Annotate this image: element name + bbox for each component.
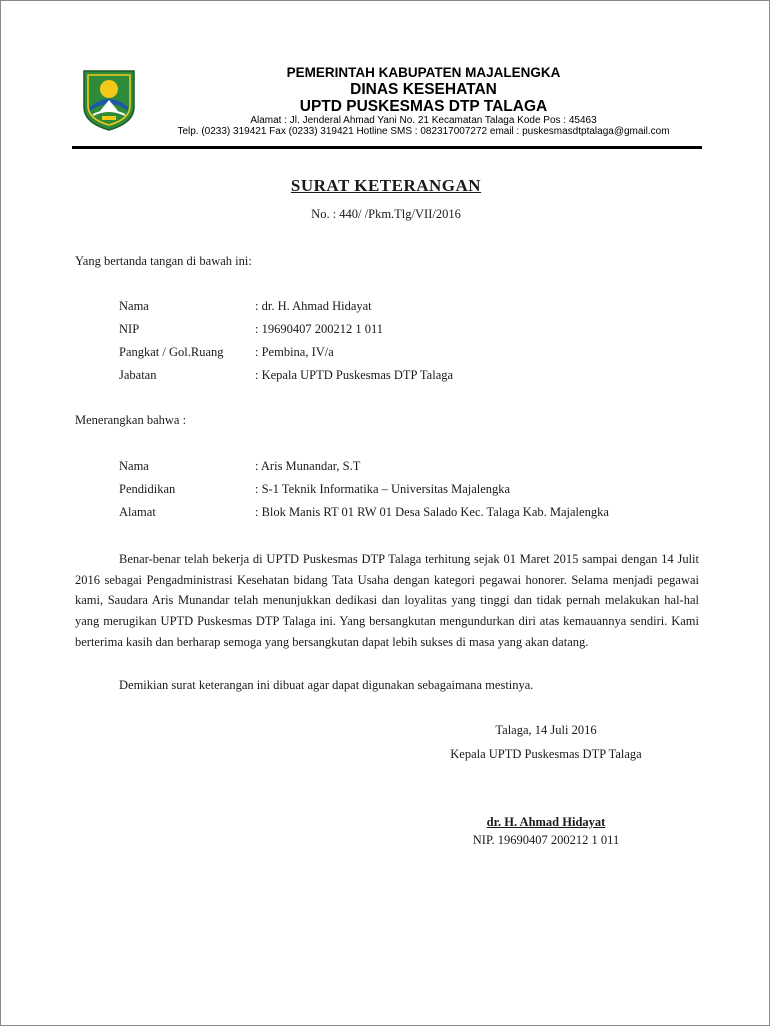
field-value: : Aris Munandar, S.T: [255, 459, 361, 473]
field-value: : Kepala UPTD Puskesmas DTP Talaga: [255, 368, 454, 382]
field-label: Nama: [119, 459, 149, 473]
letterhead-department: DINAS KESEHATAN: [350, 81, 497, 98]
field-label: Pendidikan: [119, 482, 176, 496]
field-label: NIP: [119, 322, 140, 336]
field-label: Nama: [119, 299, 149, 313]
letterhead-address: Alamat : Jl. Jenderal Ahmad Yani No. 21 Kecamatan Talaga Kode Pos : 45463: [250, 115, 597, 126]
signature-name: dr. H. Ahmad Hidayat: [486, 815, 606, 829]
field-value: : Blok Manis RT 01 RW 01 Desa Salado Kec. Talaga Kab. Majalengka: [255, 505, 609, 519]
signature-nip: NIP. 19690407 200212 1 011: [472, 833, 620, 847]
opening-statement: Yang bertanda tangan di bawah ini:: [75, 254, 252, 268]
letter-number: No. : 440/ /Pkm.Tlg/VII/2016: [311, 207, 461, 221]
field-value: : S-1 Teknik Informatika – Universitas Majalengka: [255, 482, 511, 496]
field-label: Jabatan: [119, 368, 157, 382]
field-value: : 19690407 200212 1 011: [255, 322, 384, 336]
declaring-statement: Menerangkan bahwa :: [75, 413, 187, 427]
letter-body-paragraph: Benar-benar telah bekerja di UPTD Puskesmas DTP Talaga terhitung sejak 01 Maret 2015 sampai dengan 14 Julit 2016 sebagai Pengadministrasi Kesehatan bidang Tata Usaha dengan kategori pegawai honorer. Selama menjadi pegawai kami, Saudara Aris Munandar telah menunjukkan dedikasi dan loyalitas yang tinggi dan tidak pernah melakukan hal-hal yang merugikan UPTD Puskesmas DTP Talaga ini. Yang bersangkutan mengundurkan diri atas kemauannya sendiri. Kami berterima kasih dan berharap semoga yang bersangkutan dapat lebih sukses di masa yang akan datang.: [75, 552, 699, 649]
letterhead-contact: Telp. (0233) 319421 Fax (0233) 319421 Hotline SMS : 082317007272 email : puskesmasdtptalaga@gmail.com: [177, 126, 670, 137]
field-label: Alamat: [119, 505, 156, 519]
closing-statement: Demikian surat keterangan ini dibuat agar dapat digunakan sebagaimana mestinya.: [119, 678, 534, 692]
letterhead-government: PEMERINTAH KABUPATEN MAJALENGKA: [286, 65, 561, 80]
letter-title: SURAT KETERANGAN: [290, 176, 482, 195]
field-value: : dr. H. Ahmad Hidayat: [255, 299, 372, 313]
majalengka-regency-crest-icon: [80, 67, 138, 132]
signature-position: Kepala UPTD Puskesmas DTP Talaga: [450, 747, 642, 761]
letterhead-institution: UPTD PUSKESMAS DTP TALAGA: [299, 98, 548, 115]
field-value: : Pembina, IV/a: [255, 345, 334, 359]
signature-place-date: Talaga, 14 Juli 2016: [495, 723, 597, 737]
field-label: Pangkat / Gol.Ruang: [119, 345, 224, 359]
letterhead-divider: [72, 146, 702, 149]
